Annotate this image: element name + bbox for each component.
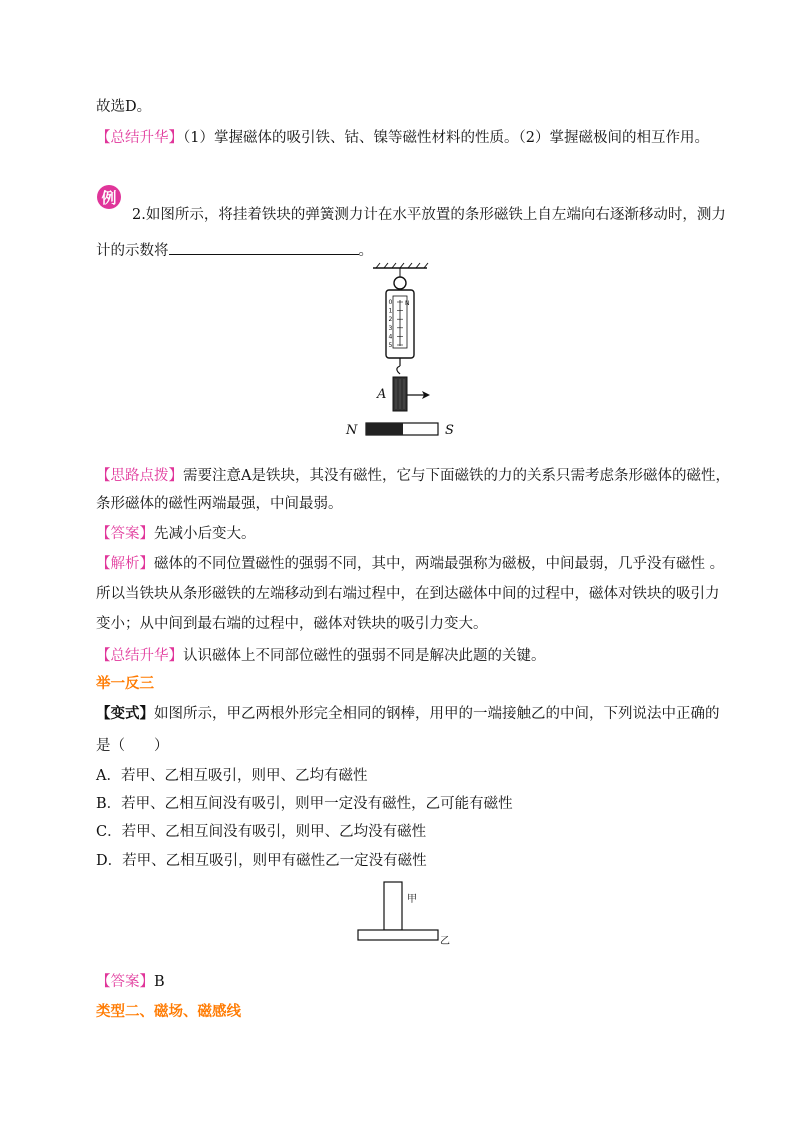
hint-line1 bbox=[96, 466, 730, 486]
variant-line2: 是（ ） bbox=[96, 738, 169, 754]
analysis-line2: 所以当铁块从条形磁铁的左端移动到右端过程中，在到达磁体中间的过程中，磁体对铁块的吸引力 bbox=[96, 586, 720, 602]
scale-tick-label: 2 bbox=[388, 316, 393, 324]
hint-line2: 条形磁体的磁性两端最强，中间最弱。 bbox=[96, 496, 343, 512]
magnet-north-label: N bbox=[346, 423, 358, 438]
question-2-line1: 2.如图所示，将挂着铁块的弹簧测力计在水平放置的条形磁铁上自左端向右逐渐移动时，测力 bbox=[132, 207, 726, 223]
summary-tag: 【总结升华】 bbox=[96, 648, 183, 664]
question-2-text: 计的示数将 bbox=[96, 243, 169, 259]
rod-jia bbox=[384, 882, 402, 930]
question-2-end: 。 bbox=[358, 243, 373, 259]
scale-tick-label: 3 bbox=[388, 324, 393, 332]
answer-tag: 【答案】 bbox=[96, 974, 154, 990]
spring-scale-figure bbox=[340, 262, 470, 442]
scale-tick-label: 1 bbox=[388, 307, 393, 315]
summary-2 bbox=[96, 646, 546, 666]
option-b: B．若甲、乙相互间没有吸引，则甲一定没有磁性，乙可能有磁性 bbox=[96, 796, 513, 812]
scale-tick-label: 4 bbox=[388, 333, 393, 341]
steel-rods-figure bbox=[350, 880, 450, 950]
example-badge-icon bbox=[96, 184, 122, 210]
hint-text: 需要注意A是铁块，其没有磁性，它与下面磁铁的力的关系只需考虑条形磁体的磁性， bbox=[183, 468, 730, 484]
variant-line1 bbox=[96, 704, 720, 724]
summary-tag: 【总结升华】 bbox=[96, 130, 183, 146]
variant-tag: 【变式】 bbox=[96, 706, 154, 722]
answer-text: B bbox=[154, 974, 165, 990]
magnet-south-label: S bbox=[445, 423, 454, 438]
analysis-line1 bbox=[96, 554, 724, 574]
answer-tag: 【答案】 bbox=[96, 526, 154, 542]
bar-magnet-north-half bbox=[366, 423, 403, 435]
scale-tick-label: 0 bbox=[388, 299, 393, 306]
rod-jia-label: 甲 bbox=[407, 894, 417, 905]
scale-tick-label: 5 bbox=[388, 342, 393, 349]
analysis-text: 磁体的不同位置磁性的强弱不同，其中，两端最强称为磁极，中间最弱，几乎没有磁性 。 bbox=[154, 556, 725, 572]
analysis-line3: 变小；从中间到最右端的过程中，磁体对铁块的吸引力变大。 bbox=[96, 616, 488, 632]
option-d: D．若甲、乙相互吸引，则甲有磁性乙一定没有磁性 bbox=[96, 853, 427, 869]
scale-unit-label: N bbox=[405, 300, 410, 307]
variant-text: 如图所示，甲乙两根外形完全相同的钢棒，用甲的一端接触乙的中间，下列说法中正确的 bbox=[154, 706, 720, 722]
rod-yi-label: 乙 bbox=[440, 936, 450, 947]
example-badge-text: 例 bbox=[101, 189, 117, 207]
section-title: 举一反三 bbox=[96, 676, 154, 692]
summary-1 bbox=[96, 128, 709, 148]
type-2-title: 类型二、磁场、磁感线 bbox=[96, 1004, 241, 1020]
summary-text: （1）掌握磁体的吸引铁、钴、镍等磁性材料的性质。（2）掌握磁极间的相互作用。 bbox=[183, 130, 709, 146]
rod-yi bbox=[358, 930, 438, 940]
conclusion-line: 故选D。 bbox=[96, 99, 152, 115]
summary-text: 认识磁体上不同部位磁性的强弱不同是解决此题的关键。 bbox=[183, 648, 546, 664]
option-c: C．若甲、乙相互间没有吸引，则甲、乙均没有磁性 bbox=[96, 824, 427, 840]
analysis-tag: 【解析】 bbox=[96, 556, 154, 572]
hint-tag: 【思路点拨】 bbox=[96, 468, 183, 484]
answer-text: 先减小后变大。 bbox=[154, 526, 256, 542]
question-2-line2 bbox=[96, 240, 373, 261]
answer-2 bbox=[96, 972, 165, 992]
block-label: A bbox=[377, 387, 387, 402]
option-a: A．若甲、乙相互吸引，则甲、乙均有磁性 bbox=[96, 768, 368, 784]
answer-1 bbox=[96, 524, 256, 544]
answer-blank bbox=[169, 240, 359, 255]
